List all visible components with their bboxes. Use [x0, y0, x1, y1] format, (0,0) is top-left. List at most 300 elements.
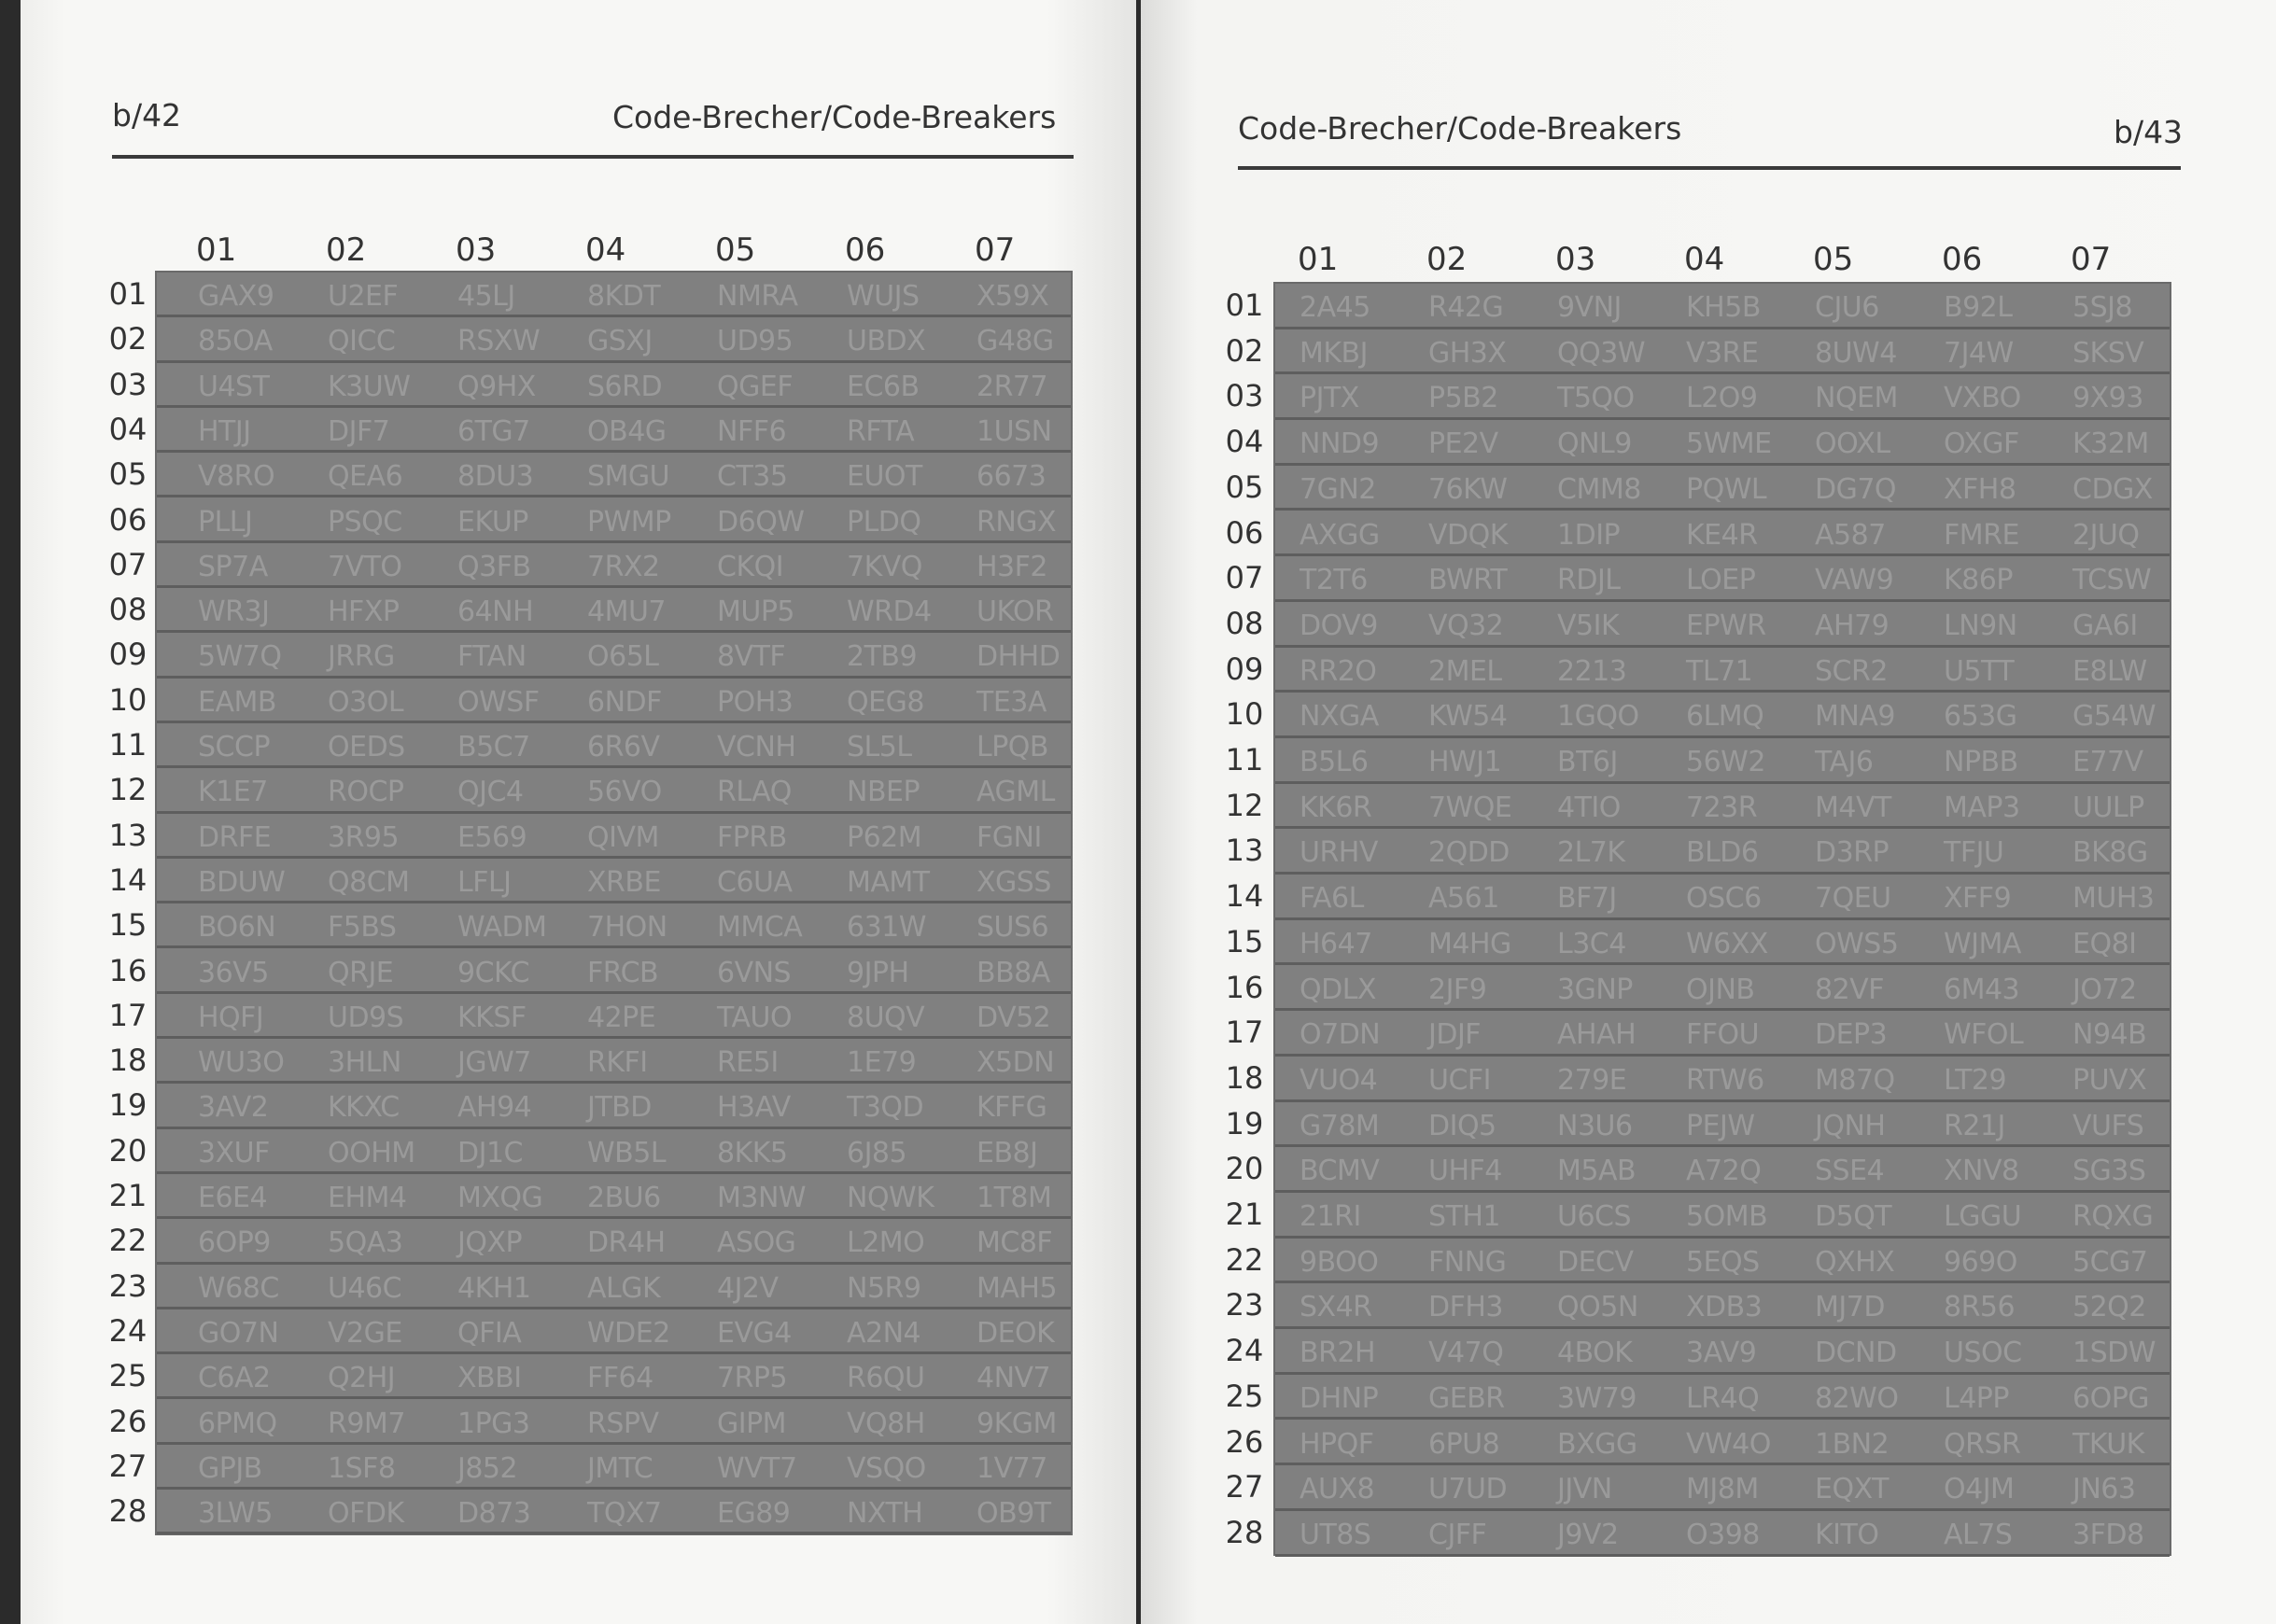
code-cell: 5CG7 [2072, 1245, 2148, 1279]
page-number: b/42 [112, 97, 182, 133]
code-cell: AHAH [1557, 1018, 1637, 1052]
code-cell: UD9S [328, 1001, 404, 1034]
row-number: 09 [1225, 651, 1264, 687]
row-number: 21 [1225, 1197, 1264, 1232]
code-cell: PLDQ [847, 505, 921, 539]
table-row [157, 859, 1071, 903]
code-cell: STH1 [1428, 1200, 1501, 1233]
code-cell: V47Q [1428, 1337, 1504, 1370]
code-cell: 82VF [1815, 973, 1884, 1006]
code-cell: NXGA [1300, 700, 1379, 734]
code-table [1273, 282, 2171, 1556]
page-title: Code-Brecher/Code-Breakers [612, 99, 1057, 135]
code-cell: M4VT [1815, 791, 1891, 824]
code-cell: PLLJ [198, 505, 253, 539]
column-header: 01 [196, 231, 237, 269]
table-row [157, 317, 1071, 362]
table-row [157, 1084, 1071, 1128]
column-headers [1141, 241, 2276, 278]
code-cell: TQX7 [587, 1497, 662, 1531]
code-cell: 56VO [587, 776, 662, 809]
row-number: 19 [108, 1087, 148, 1124]
code-cell: K86P [1944, 564, 2013, 597]
code-cell: JDJF [1428, 1018, 1482, 1052]
row-number: 21 [108, 1178, 148, 1213]
code-cell: VSQO [847, 1451, 926, 1485]
code-cell: QNL9 [1557, 427, 1632, 461]
code-cell: GPJB [198, 1451, 262, 1485]
code-cell: BB8A [976, 956, 1050, 989]
row-number: 17 [108, 997, 148, 1033]
code-cell: VQ32 [1428, 609, 1504, 642]
code-cell: 1T8M [976, 1182, 1052, 1214]
code-cell: E6E4 [198, 1182, 268, 1214]
code-cell: MC8F [976, 1226, 1053, 1260]
column-header: 05 [1813, 241, 1854, 278]
table-row [157, 994, 1071, 1039]
code-cell: 7GN2 [1300, 472, 1376, 506]
code-cell: FNNG [1428, 1245, 1507, 1279]
code-cell: JGW7 [457, 1046, 531, 1080]
row-number: 03 [1225, 378, 1264, 414]
code-cell: FFOU [1686, 1018, 1760, 1052]
row-number: 23 [108, 1267, 148, 1304]
code-cell: QJC4 [457, 776, 524, 809]
code-cell: 5WME [1686, 427, 1772, 461]
code-cell: WDE2 [587, 1316, 670, 1350]
code-cell: 5EQS [1686, 1245, 1760, 1279]
code-cell: JQXP [457, 1226, 523, 1260]
code-cell: 4BOK [1557, 1337, 1633, 1370]
row-number: 12 [1225, 787, 1264, 823]
table-row [1275, 556, 2170, 602]
code-cell: N94B [2072, 1018, 2147, 1052]
code-cell: 7J4W [1944, 336, 2014, 370]
code-cell: FA6L [1300, 882, 1364, 916]
code-cell: NQWK [847, 1182, 934, 1214]
row-number: 03 [108, 366, 148, 402]
code-cell: 8VTF [717, 640, 786, 674]
code-cell: G54W [2072, 700, 2157, 734]
code-cell: QRSR [1944, 1427, 2021, 1461]
table-row [1275, 648, 2170, 693]
code-cell: MUP5 [717, 595, 795, 629]
code-cell: ROCP [328, 776, 404, 809]
code-cell: VUFS [2072, 1109, 2144, 1142]
code-cell: BLD6 [1686, 836, 1759, 870]
code-cell: 7HON [587, 911, 667, 945]
code-cell: 6PMQ [198, 1407, 277, 1440]
code-cell: RSXW [457, 325, 541, 358]
table-row [1275, 329, 2170, 375]
code-cell: 6OP9 [198, 1226, 271, 1260]
code-cell: 6NDF [587, 685, 662, 719]
code-cell: R42G [1428, 291, 1504, 324]
code-cell: G48G [976, 325, 1054, 358]
code-cell: T3QD [847, 1091, 924, 1125]
code-cell: EQ8I [2072, 927, 2137, 960]
code-cell: OB4G [587, 414, 667, 448]
row-number: 13 [108, 817, 148, 853]
code-cell: SP7A [198, 550, 268, 583]
code-cell: OWSF [457, 685, 540, 719]
code-cell: 45LJ [457, 280, 515, 313]
code-cell: 2JUQ [2072, 518, 2140, 552]
row-number: 01 [1225, 287, 1264, 323]
row-number: 20 [108, 1132, 148, 1169]
code-cell: Q2HJ [328, 1362, 396, 1395]
row-number: 14 [1225, 878, 1264, 915]
code-cell: L2O9 [1686, 382, 1758, 415]
table-row [157, 1174, 1071, 1219]
code-cell: 9JPH [847, 956, 909, 989]
code-cell: W68C [198, 1271, 279, 1305]
code-cell: MKBJ [1300, 336, 1368, 370]
code-cell: PE2V [1428, 427, 1498, 461]
code-cell: DEP3 [1815, 1018, 1888, 1052]
row-number: 10 [108, 681, 148, 718]
row-number: 16 [108, 952, 148, 988]
row-number: 12 [108, 772, 148, 808]
code-cell: AH94 [457, 1091, 532, 1125]
page-number: b/43 [2114, 114, 2184, 150]
code-cell: MJ7D [1815, 1291, 1885, 1324]
code-cell: H3AV [717, 1091, 791, 1125]
code-cell: 2TB9 [847, 640, 918, 674]
table-row [157, 363, 1071, 408]
row-number: 05 [108, 456, 148, 493]
code-cell: WADM [457, 911, 547, 945]
code-cell: 7VTO [328, 550, 402, 583]
code-cell: WJMA [1944, 927, 2021, 960]
code-cell: KITO [1815, 1518, 1879, 1551]
code-cell: 2A45 [1300, 291, 1370, 324]
code-cell: 2R77 [976, 370, 1048, 403]
code-cell: QXHX [1815, 1245, 1895, 1279]
code-cell: OXGF [1944, 427, 2019, 461]
code-cell: 5OMB [1686, 1200, 1768, 1233]
code-cell: PUVX [2072, 1063, 2147, 1097]
row-number: 22 [108, 1223, 148, 1259]
code-cell: X5DN [976, 1046, 1055, 1080]
code-cell: 7QEU [1815, 882, 1891, 916]
code-cell: OOHM [328, 1136, 415, 1169]
code-cell: U46C [328, 1271, 402, 1305]
code-cell: RDJL [1557, 564, 1621, 597]
code-cell: V8RO [198, 460, 275, 494]
column-header: 07 [2071, 241, 2112, 278]
row-number: 13 [1225, 833, 1264, 869]
code-cell: DFH3 [1428, 1291, 1504, 1324]
code-cell: MAP3 [1944, 791, 2020, 824]
code-cell: JQNH [1815, 1109, 1886, 1142]
code-cell: 9X93 [2072, 382, 2143, 415]
table-row [1275, 1193, 2170, 1239]
row-number: 02 [1225, 332, 1264, 369]
code-cell: 631W [847, 911, 926, 945]
code-cell: DHNP [1300, 1381, 1379, 1415]
code-cell: ALGK [587, 1271, 661, 1305]
code-cell: RNGX [976, 505, 1057, 539]
column-header: 02 [326, 231, 367, 269]
code-cell: KKXC [328, 1091, 400, 1125]
code-cell: O7DN [1300, 1018, 1381, 1052]
code-cell: WFOL [1944, 1018, 2024, 1052]
code-cell: OWS5 [1815, 927, 1899, 960]
code-cell: OOXL [1815, 427, 1890, 461]
code-cell: 4TIO [1557, 791, 1621, 824]
code-cell: BCMV [1300, 1155, 1380, 1188]
code-cell: 1PG3 [457, 1407, 530, 1440]
code-cell: 8UQV [847, 1001, 925, 1034]
code-cell: CDGX [2072, 472, 2153, 506]
column-header: 05 [715, 231, 756, 269]
code-cell: KE4R [1686, 518, 1758, 552]
code-cell: TCSW [2072, 564, 2152, 597]
code-cell: 8R56 [1944, 1291, 2016, 1324]
table-row [157, 814, 1071, 859]
code-cell: V2GE [328, 1316, 402, 1350]
code-cell: WR3J [198, 595, 270, 629]
code-cell: SG3S [2072, 1155, 2146, 1188]
code-cell: KFFG [976, 1091, 1047, 1125]
row-number: 23 [1225, 1287, 1264, 1323]
code-cell: DEOK [976, 1316, 1055, 1350]
code-cell: QDLX [1300, 973, 1376, 1006]
code-cell: TL71 [1686, 654, 1753, 688]
code-cell: 3AV2 [198, 1091, 269, 1125]
code-cell: 9VNJ [1557, 291, 1622, 324]
table-row [1275, 875, 2170, 920]
code-cell: MAH5 [976, 1271, 1058, 1305]
code-cell: R9M7 [328, 1407, 405, 1440]
code-cell: 64NH [457, 595, 534, 629]
code-cell: 3HLN [328, 1046, 401, 1080]
table-row [1275, 511, 2170, 557]
column-header: 06 [1942, 241, 1983, 278]
row-number: 14 [108, 861, 148, 898]
code-cell: MXQG [457, 1182, 543, 1214]
code-cell: 5SJ8 [2072, 291, 2133, 324]
code-cell: DG7Q [1815, 472, 1897, 506]
code-cell: NND9 [1300, 427, 1380, 461]
row-number: 24 [108, 1312, 148, 1349]
code-cell: SSE4 [1815, 1155, 1885, 1188]
code-cell: 9BOO [1300, 1245, 1379, 1279]
code-cell: O65L [587, 640, 659, 674]
code-cell: U7UD [1428, 1473, 1508, 1506]
code-cell: D5QT [1815, 1200, 1892, 1233]
code-cell: ASOG [717, 1226, 796, 1260]
code-cell: DV52 [976, 1001, 1051, 1034]
row-number: 25 [108, 1358, 148, 1394]
code-cell: P5B2 [1428, 382, 1498, 415]
code-cell: LPQB [976, 731, 1048, 763]
code-cell: UULP [2072, 791, 2144, 824]
code-cell: KKSF [457, 1001, 527, 1034]
code-cell: JJVN [1557, 1473, 1612, 1506]
code-cell: HFXP [328, 595, 400, 629]
table-row [157, 588, 1071, 633]
code-cell: GO7N [198, 1316, 279, 1350]
code-cell: QEG8 [847, 685, 924, 719]
row-number: 11 [108, 727, 148, 763]
code-cell: EVG4 [717, 1316, 792, 1350]
table-row [157, 768, 1071, 813]
code-cell: D3RP [1815, 836, 1890, 870]
code-cell: QGEF [717, 370, 794, 403]
code-cell: D873 [457, 1497, 531, 1531]
code-cell: Q9HX [457, 370, 536, 403]
code-cell: GIPM [717, 1407, 787, 1440]
code-cell: A561 [1428, 882, 1499, 916]
code-cell: JN63 [2072, 1473, 2136, 1506]
row-number: 07 [1225, 560, 1264, 596]
code-cell: 3XUF [198, 1136, 270, 1169]
code-cell: RLAQ [717, 776, 792, 809]
code-cell: 76KW [1428, 472, 1508, 506]
code-cell: FRCB [587, 956, 659, 989]
table-row [1275, 1147, 2170, 1193]
code-cell: 8DU3 [457, 460, 534, 494]
table-row [1275, 1283, 2170, 1329]
header-rule [112, 155, 1074, 159]
row-number: 25 [1225, 1378, 1264, 1414]
code-cell: XRBE [587, 865, 661, 899]
code-cell: 7KVQ [847, 550, 922, 583]
code-cell: F5BS [328, 911, 397, 945]
code-cell: K1E7 [198, 776, 268, 809]
table-row [1275, 693, 2170, 738]
code-cell: 3FD8 [2072, 1518, 2144, 1551]
table-row [157, 1039, 1071, 1084]
code-cell: CMM8 [1557, 472, 1641, 506]
row-number: 05 [1225, 469, 1264, 505]
row-number: 19 [1225, 1105, 1264, 1141]
table-row [1275, 1102, 2170, 1148]
header-rule [1238, 166, 2181, 170]
row-number: 06 [1225, 514, 1264, 551]
code-cell: JMTC [587, 1451, 653, 1485]
row-number: 07 [108, 546, 148, 582]
table-row [157, 1445, 1071, 1490]
code-cell: 9KGM [976, 1407, 1057, 1440]
code-cell: PSQC [328, 505, 402, 539]
row-number: 28 [108, 1493, 148, 1530]
code-cell: QRJE [328, 956, 394, 989]
code-cell: UT8S [1300, 1518, 1371, 1551]
code-cell: CT35 [717, 460, 788, 494]
code-cell: BR2H [1300, 1337, 1376, 1370]
row-number: 18 [108, 1043, 148, 1079]
code-cell: GH3X [1428, 336, 1507, 370]
code-cell: 52Q2 [2072, 1291, 2146, 1324]
code-cell: 2BU6 [587, 1182, 661, 1214]
code-cell: 5W7Q [198, 640, 282, 674]
code-cell: 1SF8 [328, 1451, 396, 1485]
code-cell: QICC [328, 325, 396, 358]
code-cell: WUJS [847, 280, 920, 313]
row-number: 01 [108, 276, 148, 312]
code-cell: H3F2 [976, 550, 1047, 583]
code-cell: K32M [2072, 427, 2149, 461]
code-cell: N5R9 [847, 1271, 921, 1305]
code-cell: KK6R [1300, 791, 1372, 824]
code-cell: 1BN2 [1815, 1427, 1890, 1461]
table-row [1275, 1511, 2170, 1557]
code-cell: XFF9 [1944, 882, 2012, 916]
code-cell: AGML [976, 776, 1055, 809]
table-row [157, 273, 1071, 317]
code-cell: 8UW4 [1815, 336, 1897, 370]
table-row [1275, 466, 2170, 511]
code-cell: CKQI [717, 550, 784, 583]
table-row [157, 633, 1071, 678]
code-cell: K3UW [328, 370, 411, 403]
code-cell: PWMP [587, 505, 671, 539]
code-cell: DOV9 [1300, 609, 1378, 642]
code-cell: C6UA [717, 865, 793, 899]
code-cell: VQ8H [847, 1407, 925, 1440]
code-cell: RE5I [717, 1046, 779, 1080]
table-row [1275, 1375, 2170, 1421]
code-cell: 3W79 [1557, 1381, 1637, 1415]
table-row [157, 723, 1071, 768]
code-cell: DR4H [587, 1226, 666, 1260]
code-cell: LT29 [1944, 1063, 2007, 1097]
code-cell: SUS6 [976, 911, 1049, 945]
page-title: Code-Brecher/Code-Breakers [1238, 110, 1682, 147]
code-cell: BDUW [198, 865, 286, 899]
code-cell: BO6N [198, 911, 276, 945]
code-cell: 3AV9 [1686, 1337, 1757, 1370]
code-cell: M4HG [1428, 927, 1511, 960]
code-cell: EPWR [1686, 609, 1766, 642]
code-cell: D6QW [717, 505, 805, 539]
code-cell: AUX8 [1300, 1473, 1375, 1506]
code-cell: SMGU [587, 460, 670, 494]
code-cell: VAW9 [1815, 564, 1894, 597]
code-cell: VCNH [717, 731, 796, 763]
code-cell: EC6B [847, 370, 920, 403]
code-cell: A587 [1815, 518, 1886, 552]
code-cell: XNV8 [1944, 1155, 2019, 1188]
code-cell: FMRE [1944, 518, 2019, 552]
code-cell: V5IK [1557, 609, 1620, 642]
code-cell: PEJW [1686, 1109, 1755, 1142]
row-number: 15 [1225, 923, 1264, 959]
table-row [157, 543, 1071, 588]
code-cell: U5TT [1944, 654, 2015, 688]
row-number: 26 [1225, 1423, 1264, 1460]
code-cell: EKUP [457, 505, 528, 539]
code-cell: 1USN [976, 414, 1052, 448]
table-row [157, 1400, 1071, 1445]
code-cell: A72Q [1686, 1155, 1762, 1188]
code-cell: 7WQE [1428, 791, 1512, 824]
column-headers [21, 231, 1136, 269]
table-row [1275, 829, 2170, 875]
code-cell: KH5B [1686, 291, 1761, 324]
table-row [1275, 920, 2170, 966]
code-cell: CJFF [1428, 1518, 1487, 1551]
code-cell: 9CKC [457, 956, 530, 989]
code-cell: XBBI [457, 1362, 522, 1395]
code-cell: FTAN [457, 640, 527, 674]
code-cell: 1SDW [2072, 1337, 2156, 1370]
code-cell: AXGG [1300, 518, 1380, 552]
code-cell: Q3FB [457, 550, 531, 583]
